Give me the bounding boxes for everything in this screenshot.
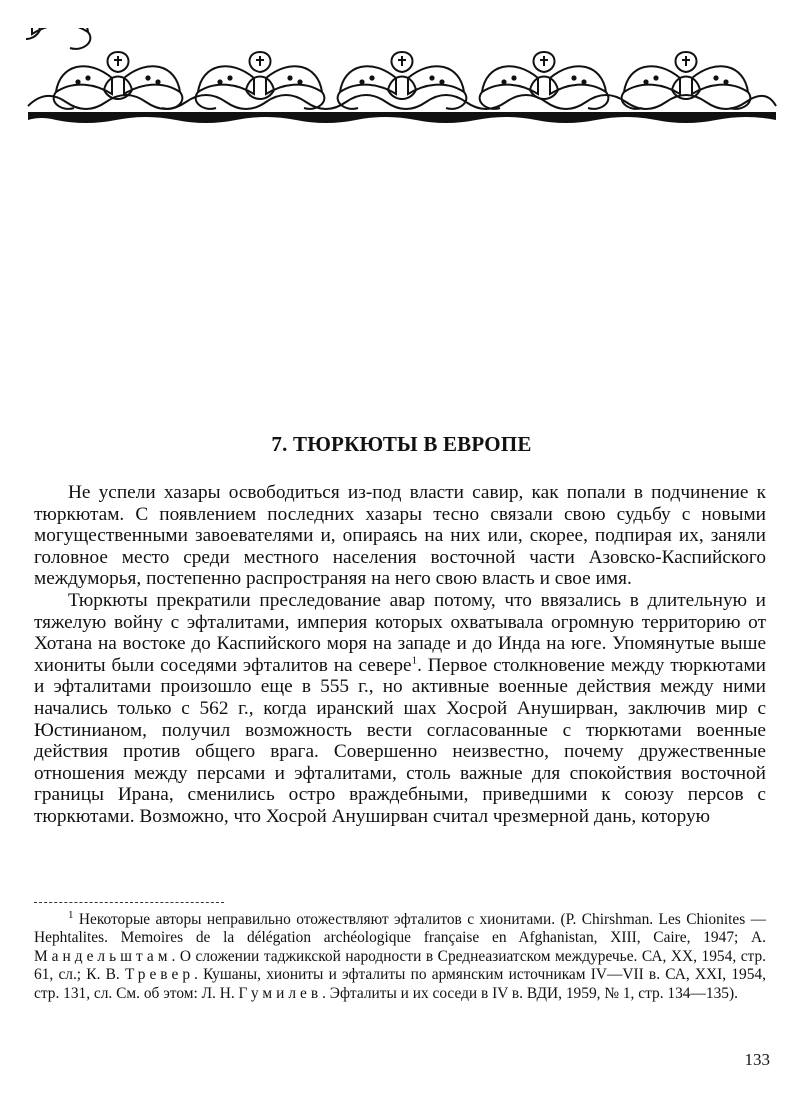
footnote-author: Гумилев: [238, 984, 323, 1002]
paragraph: Не успели хазары освободиться из-под власти савир, как попали в подчинение к тюркютам. С появлением последних хазары тесно связали свою судьбу с новыми могущественными завоевателями и, опираясь на них или, скорее, подпирая их, заняли головное место среди местного населения восточной части Азовско-Каспийского междуморья, постепенно распространяя на него свою власть и свое имя.: [34, 482, 766, 590]
footnote-separator: [34, 902, 224, 903]
footnote: [34, 908, 766, 1003]
paragraph: [34, 590, 766, 828]
footnote-text: . Эфталиты и их соседи в IV в. ВДИ, 1959, № 1, стр. 134—135).: [322, 984, 738, 1002]
footnote-number: 1: [68, 908, 74, 921]
footnote-text: Некоторые авторы неправильно отожествляют эфталитов с хионитами. (P. Chirshman. Les Chionites — Hephtalites. Memoires de la délégation archéologique française en Afghanistan, XIII, Caire, 1947; А.: [34, 911, 766, 947]
paragraph-text: Тюркюты прекратили преследование авар потому, что ввязались в длительную и тяжелую войну с эфталитами, империя которых охватывала огромную территорию от Хотана на востоке до Каспийского моря на западе и до Инда на юге. Упомянутые выше хиониты были соседями эфталитов на севере: [34, 589, 766, 676]
chapter-title: 7. ТЮРКЮТЫ В ЕВРОПЕ: [271, 432, 532, 456]
main-text: [34, 482, 766, 828]
footnote-text: . О сложении таджикской народности в Среднеазиатском междуречье. СА, XX, 1954, стр. 61, сл.; К. В.: [34, 947, 766, 984]
footnote-author: Тревер: [124, 966, 195, 984]
page-number: 133: [744, 1050, 770, 1069]
floral-ornament-header: [26, 28, 778, 128]
footnotes: [34, 908, 766, 1003]
paragraph-text: . Первое столкновение между тюркютами и эфталитами произошло еще в 555 г., но активные военные действия между ними начались только с 562 г., когда иранский шах Хосрой Ануширван, заключив мир с Юстинианом, получил возможность вести согласованные с тюркютами военные действия против общего врага. Совершенно неизвестно, почему дружественные отношения между персами и эфталитами, столь важные для спокойствия восточной границы Ирана, сменились остро враждебными, приведшими к союзу персов с тюркютами. Возможно, что Хосрой Ануширван считал чрезмерной дань, которую: [34, 654, 766, 827]
footnote-reference: 1: [411, 654, 418, 667]
footnote-author: Мандельштам: [34, 947, 172, 965]
footnote-text: . Кушаны, хиониты и эфталиты по армянским источникам IV—VII в. СА, XXI, 1954, стр. 131, сл. См. об этом: Л. Н.: [34, 966, 766, 1002]
